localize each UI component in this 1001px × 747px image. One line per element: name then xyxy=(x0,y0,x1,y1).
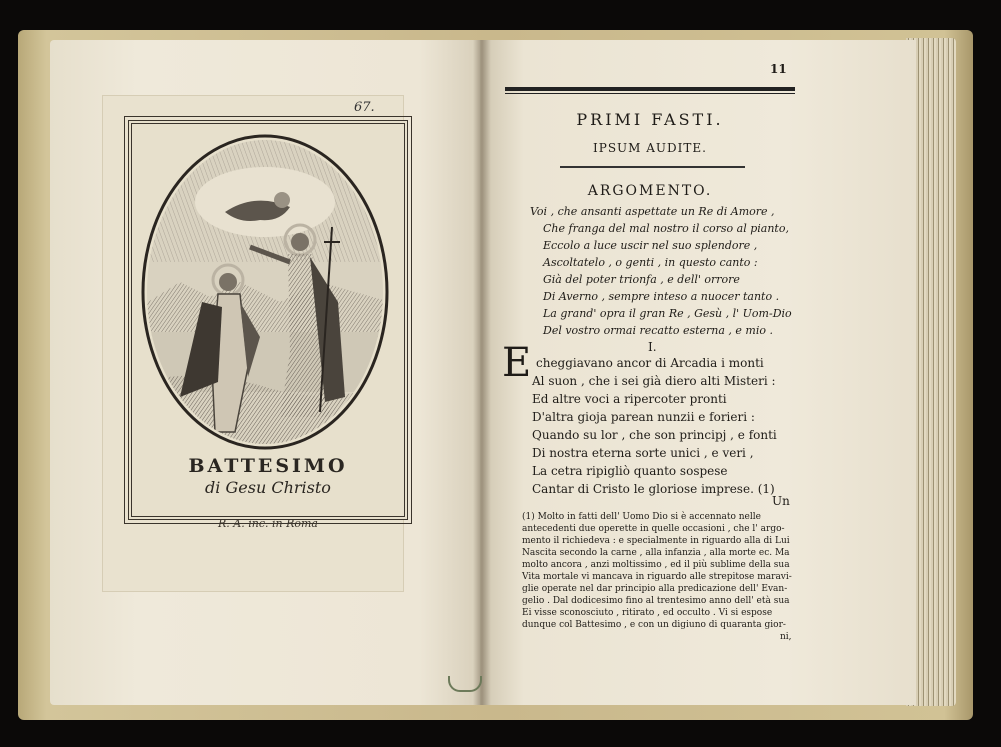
section-rule xyxy=(560,166,745,168)
argument-line: Del vostro ormai recatto esterna , e mio . xyxy=(543,324,774,337)
footnote-line: Ei visse sconosciuto , ritirato , ed occulto . Vi si espose xyxy=(522,608,773,618)
page-number: 11 xyxy=(770,62,787,76)
argument-line: Voi , che ansanti aspettate un Re di Amore , xyxy=(530,205,775,218)
footnote-line: antecedenti due operette in quelle occasioni , che l' argo- xyxy=(522,524,785,534)
bookmark-ribbon xyxy=(448,676,482,692)
argument-line: Ascoltatelo , o genti , in questo canto : xyxy=(543,256,758,269)
footnote-line: Nascita secondo la carne , alla infanzia , alla morte ec. Ma xyxy=(522,548,790,558)
footnote-line: glie operate nel dar principio alla predicazione dell' Evan- xyxy=(522,584,788,594)
page-subtitle: IPSUM AUDITE. xyxy=(593,141,707,155)
footnote-line: gelio . Dal dodicesimo fino al trentesimo anno dell' età sua xyxy=(522,596,790,606)
page-title: PRIMI FASTI. xyxy=(576,110,724,129)
argument-line: Già del poter trionfa , e dell' orrore xyxy=(543,273,740,286)
footnote-line: Vita mortale vi mancava in riguardo alle strepitose maravi- xyxy=(522,572,792,582)
verse-line: Ed altre voci a ripercoter pronti xyxy=(532,392,727,406)
verse-line: Al suon , che i sei già diero alti Misteri : xyxy=(532,374,776,388)
verse-line: Di nostra eterna sorte unici , e veri , xyxy=(532,446,754,460)
footnote-line: (1) Molto in fatti dell' Uomo Dio si è accennato nelle xyxy=(522,512,761,522)
verse-line: cheggiavano ancor di Arcadia i monti xyxy=(536,356,764,370)
footnote-line: dunque col Battesimo , e con un digiuno di quaranta gior- xyxy=(522,620,786,630)
argument-line: Eccolo a luce uscir nel suo splendore , xyxy=(543,239,758,252)
verse-line: Cantar di Cristo le gloriose imprese. (1) xyxy=(532,482,775,496)
plate-number: 67. xyxy=(354,100,375,115)
stanza-number: I. xyxy=(648,340,657,354)
book-gutter xyxy=(473,40,491,705)
plate-caption-subtitle: di Gesu Christo xyxy=(205,478,331,497)
verse-line: La cetra ripigliò quanto sospese xyxy=(532,464,728,478)
argument-line: Di Averno , sempre inteso a nuocer tanto . xyxy=(543,290,780,303)
footnote-line: ni, xyxy=(780,632,792,642)
header-rule-thick xyxy=(505,87,795,91)
argument-line: Che franga del mal nostro il corso al pianto, xyxy=(543,222,789,235)
argument-heading: ARGOMENTO. xyxy=(587,183,713,199)
verse-line: Quando su lor , che son principj , e fonti xyxy=(532,428,777,442)
verse-line: D'altra gioja parean nunzii e forieri : xyxy=(532,410,755,424)
baptism-engraving xyxy=(140,132,390,452)
footnote-line: molto ancora , anzi moltissimo , ed il più sublime della sua xyxy=(522,560,790,570)
engraver-credit: R. A. inc. in Roma xyxy=(218,517,318,530)
argument-line: La grand' opra il gran Re , Gesù , l' Uom-Dio xyxy=(543,307,792,320)
footnote-line: mento il richiedeva : e specialmente in riguardo alla di Lui xyxy=(522,536,790,546)
header-rule-thin xyxy=(505,93,795,94)
catchword: Un xyxy=(772,494,790,508)
drop-cap: E xyxy=(502,340,532,386)
plate-caption-title: BATTESIMO xyxy=(188,455,348,477)
